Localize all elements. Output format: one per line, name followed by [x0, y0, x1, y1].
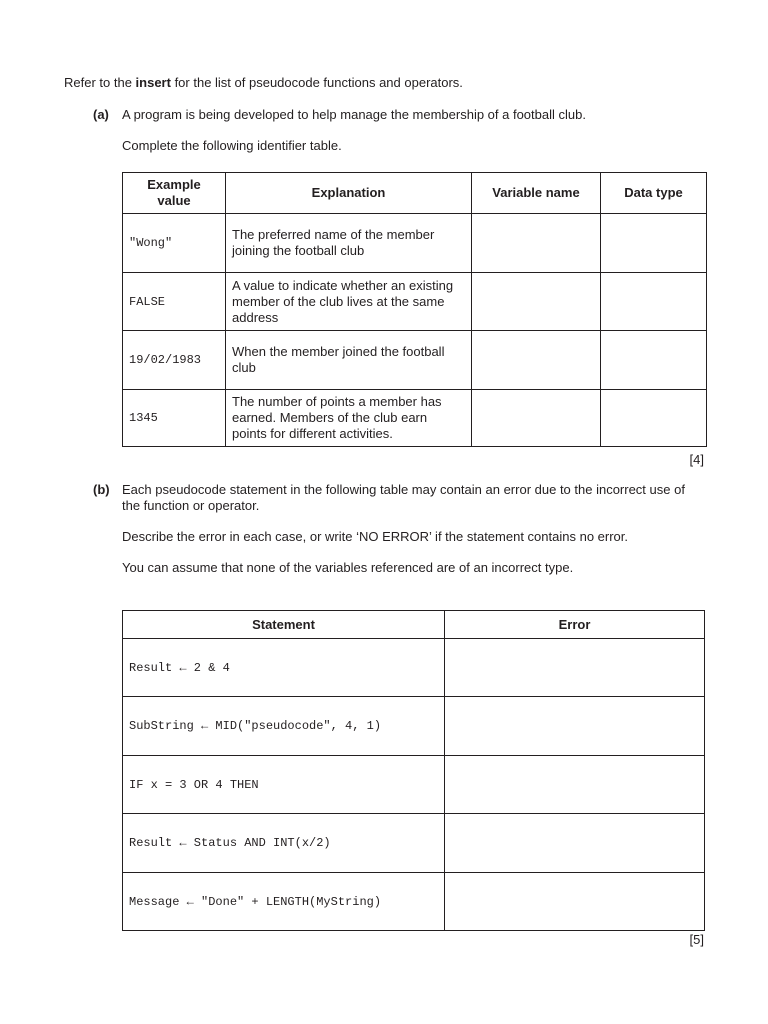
variable-name-cell[interactable] [472, 331, 601, 390]
table-row [123, 639, 705, 697]
part-b-label: (b) [93, 482, 110, 497]
table-row [123, 273, 707, 331]
error-cell[interactable] [445, 814, 705, 873]
example-value: 1345 [123, 390, 226, 447]
part-a-text: A program is being developed to help manage the membership of a football club. [122, 107, 586, 122]
error-cell[interactable] [445, 873, 705, 931]
data-type-cell[interactable] [601, 214, 707, 273]
data-type-cell[interactable] [601, 390, 707, 447]
header-error: Error [445, 611, 705, 639]
error-table-header [123, 611, 705, 639]
identifier-table [122, 172, 707, 447]
example-value: "Wong" [123, 214, 226, 273]
statement: Result ← 2 & 4 [123, 639, 445, 697]
header-explanation: Explanation [226, 173, 472, 214]
explanation: When the member joined the football club [226, 331, 472, 390]
statement: SubString ← MID("pseudocode", 4, 1) [123, 697, 445, 756]
header-example-value: Example value [123, 173, 226, 214]
statement: IF x = 3 OR 4 THEN [123, 756, 445, 814]
part-b-marks: [5] [689, 932, 704, 947]
table-row [123, 697, 705, 756]
variable-name-cell[interactable] [472, 273, 601, 331]
table-row [123, 873, 705, 931]
variable-name-cell[interactable] [472, 390, 601, 447]
table-row [123, 756, 705, 814]
part-b-instruction-1: Describe the error in each case, or write ‘NO ERROR’ if the statement contains no error. [122, 529, 628, 544]
part-a-marks: [4] [689, 452, 704, 467]
part-a-instruction: Complete the following identifier table. [122, 138, 342, 153]
error-table [122, 610, 705, 931]
identifier-table-header [123, 173, 707, 214]
variable-name-cell[interactable] [472, 214, 601, 273]
table-row [123, 331, 707, 390]
header-data-type: Data type [601, 173, 707, 214]
explanation: The preferred name of the member joining the football club [226, 214, 472, 273]
example-value: FALSE [123, 273, 226, 331]
table-row [123, 214, 707, 273]
statement: Message ← "Done" + LENGTH(MyString) [123, 873, 445, 931]
explanation: A value to indicate whether an existing member of the club lives at the same address [226, 273, 472, 331]
example-value: 19/02/1983 [123, 331, 226, 390]
part-b-instruction-2: You can assume that none of the variables referenced are of an incorrect type. [122, 560, 574, 575]
table-row [123, 390, 707, 447]
intro-text: Refer to the insert for the list of pseudocode functions and operators. [64, 75, 463, 90]
part-b-text: Each pseudocode statement in the following table may contain an error due to the incorrect use of the function or operator. [122, 482, 685, 513]
statement: Result ← Status AND INT(x/2) [123, 814, 445, 873]
error-cell[interactable] [445, 756, 705, 814]
explanation: The number of points a member has earned. Members of the club earn points for different activities. [226, 390, 472, 447]
table-row [123, 814, 705, 873]
insert-bold: insert [135, 75, 171, 90]
error-cell[interactable] [445, 639, 705, 697]
data-type-cell[interactable] [601, 331, 707, 390]
error-cell[interactable] [445, 697, 705, 756]
header-variable-name: Variable name [472, 173, 601, 214]
header-statement: Statement [123, 611, 445, 639]
data-type-cell[interactable] [601, 273, 707, 331]
part-a-label: (a) [93, 107, 109, 122]
